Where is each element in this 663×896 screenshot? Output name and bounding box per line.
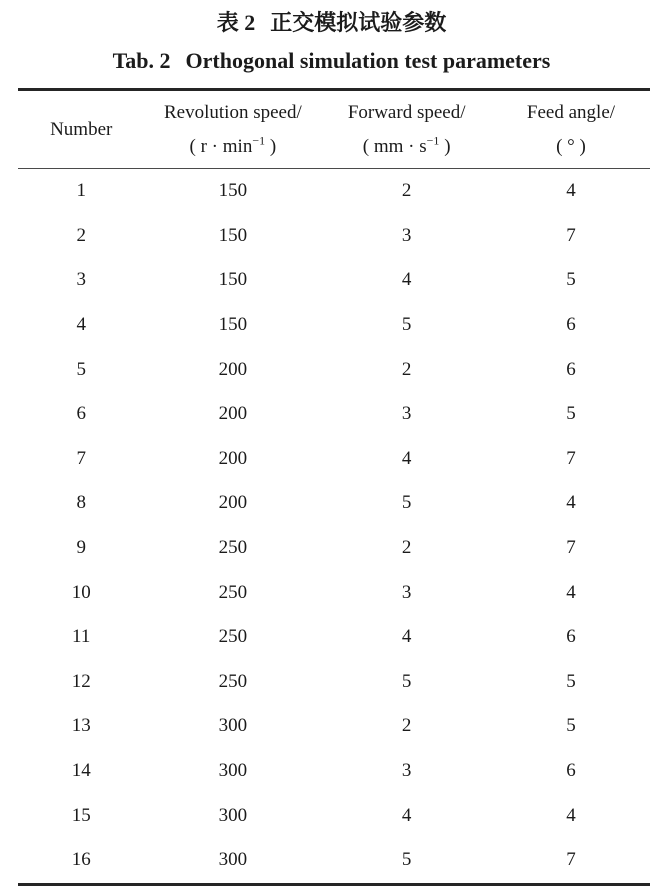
cell-number: 1	[76, 180, 86, 202]
cell-forward-speed: 5	[401, 849, 412, 871]
cell-forward-speed: 3	[401, 403, 412, 425]
table-row	[18, 437, 650, 482]
cell-revolution-speed: 200	[218, 447, 248, 469]
cell-feed-angle: 6	[566, 358, 576, 380]
col-header-feed-angle	[492, 90, 650, 169]
cell-feed-angle: 7	[566, 447, 576, 469]
cell-revolution-speed: 300	[218, 760, 248, 782]
cell-feed-angle: 4	[566, 804, 576, 826]
cell-number: 3	[76, 269, 86, 291]
table-number-chinese: 表 2	[216, 10, 256, 35]
cell-forward-speed: 5	[401, 492, 412, 514]
cell-number: 5	[76, 358, 86, 380]
cell-feed-angle: 4	[566, 581, 576, 603]
table-row	[18, 704, 650, 749]
table-row	[18, 481, 650, 526]
cell-revolution-speed: 200	[218, 403, 248, 425]
cell-revolution-speed: 300	[218, 849, 248, 871]
cell-feed-angle: 6	[566, 760, 576, 782]
col-header-forward-speed	[321, 90, 492, 169]
cell-feed-angle: 4	[566, 492, 576, 514]
cell-number: 11	[72, 626, 91, 648]
cell-feed-angle: 6	[566, 314, 576, 336]
cell-number: 15	[71, 804, 91, 826]
cell-number: 10	[71, 581, 91, 603]
cell-number: 6	[76, 403, 86, 425]
cell-number: 14	[71, 760, 91, 782]
cell-number: 7	[76, 447, 86, 469]
table-row	[18, 258, 650, 303]
cell-revolution-speed: 300	[218, 715, 248, 737]
cell-revolution-speed: 250	[218, 626, 248, 648]
cell-number: 12	[71, 670, 91, 692]
cell-revolution-speed: 300	[218, 804, 248, 826]
cell-revolution-speed: 150	[218, 269, 248, 291]
cell-revolution-speed: 200	[218, 492, 248, 514]
table-header-row	[18, 90, 650, 169]
table-row	[18, 570, 650, 615]
cell-revolution-speed: 250	[218, 537, 248, 559]
table-title-english	[0, 46, 663, 76]
cell-number: 9	[76, 537, 86, 559]
cell-feed-angle: 7	[566, 537, 576, 559]
cell-revolution-speed: 200	[218, 358, 248, 380]
table-row	[18, 392, 650, 437]
col-header-revolution-speed	[144, 90, 321, 169]
cell-feed-angle: 7	[566, 224, 576, 246]
cell-revolution-speed: 250	[218, 670, 248, 692]
cell-number: 2	[76, 224, 86, 246]
cell-forward-speed: 4	[401, 626, 412, 648]
cell-forward-speed: 2	[401, 180, 412, 202]
cell-forward-speed: 4	[401, 447, 412, 469]
cell-forward-speed: 2	[401, 537, 412, 559]
cell-feed-angle: 4	[566, 180, 576, 202]
cell-forward-speed: 2	[401, 358, 412, 380]
cell-revolution-speed: 150	[218, 224, 248, 246]
cell-number: 8	[76, 492, 86, 514]
table-row	[18, 660, 650, 705]
cell-forward-speed: 4	[401, 804, 412, 826]
table-number-english: Tab. 2	[112, 48, 171, 73]
table-row	[18, 303, 650, 348]
col-header-feed-angle-label: Feed angle/	[526, 101, 616, 123]
table-title-chinese	[0, 0, 663, 38]
table-title-text-chinese: 正交模拟试验参数	[270, 10, 447, 35]
cell-forward-speed: 3	[401, 224, 412, 246]
table-row	[18, 169, 650, 214]
col-header-feed-angle-unit: ( ° )	[556, 135, 586, 157]
cell-feed-angle: 5	[566, 670, 576, 692]
parameters-table	[18, 88, 650, 886]
table-row	[18, 793, 650, 838]
col-header-number	[18, 90, 144, 169]
col-header-revolution-speed-unit: ( $r \cdot \min^{-1}$ )	[189, 133, 277, 157]
cell-feed-angle: 7	[566, 849, 576, 871]
cell-number: 16	[71, 849, 91, 871]
cell-forward-speed: 5	[401, 314, 412, 336]
cell-forward-speed: 3	[401, 760, 412, 782]
cell-forward-speed: 3	[401, 581, 412, 603]
col-header-revolution-speed-label: Revolution speed/	[164, 101, 302, 123]
table-title-text-english: Orthogonal simulation test parameters	[185, 48, 551, 73]
table-row	[18, 615, 650, 660]
cell-forward-speed: 5	[401, 670, 412, 692]
table-row	[18, 347, 650, 392]
cell-feed-angle: 5	[566, 269, 576, 291]
cell-feed-angle: 6	[566, 626, 576, 648]
cell-number: 4	[76, 314, 86, 336]
cell-revolution-speed: 150	[218, 314, 248, 336]
cell-revolution-speed: 250	[218, 581, 248, 603]
col-header-forward-speed-label: Forward speed/	[347, 101, 466, 123]
cell-number: 13	[71, 715, 91, 737]
cell-feed-angle: 5	[566, 403, 576, 425]
table-row	[18, 838, 650, 884]
cell-revolution-speed: 150	[218, 180, 248, 202]
table-row	[18, 214, 650, 259]
cell-feed-angle: 5	[566, 715, 576, 737]
col-header-number-label: Number	[50, 118, 113, 140]
cell-forward-speed: 2	[401, 715, 412, 737]
col-header-forward-speed-unit: ( mm · $s^{-1}$ )	[362, 133, 451, 157]
table-body	[18, 169, 650, 885]
table-row	[18, 526, 650, 571]
table-row	[18, 749, 650, 794]
cell-forward-speed: 4	[401, 269, 412, 291]
